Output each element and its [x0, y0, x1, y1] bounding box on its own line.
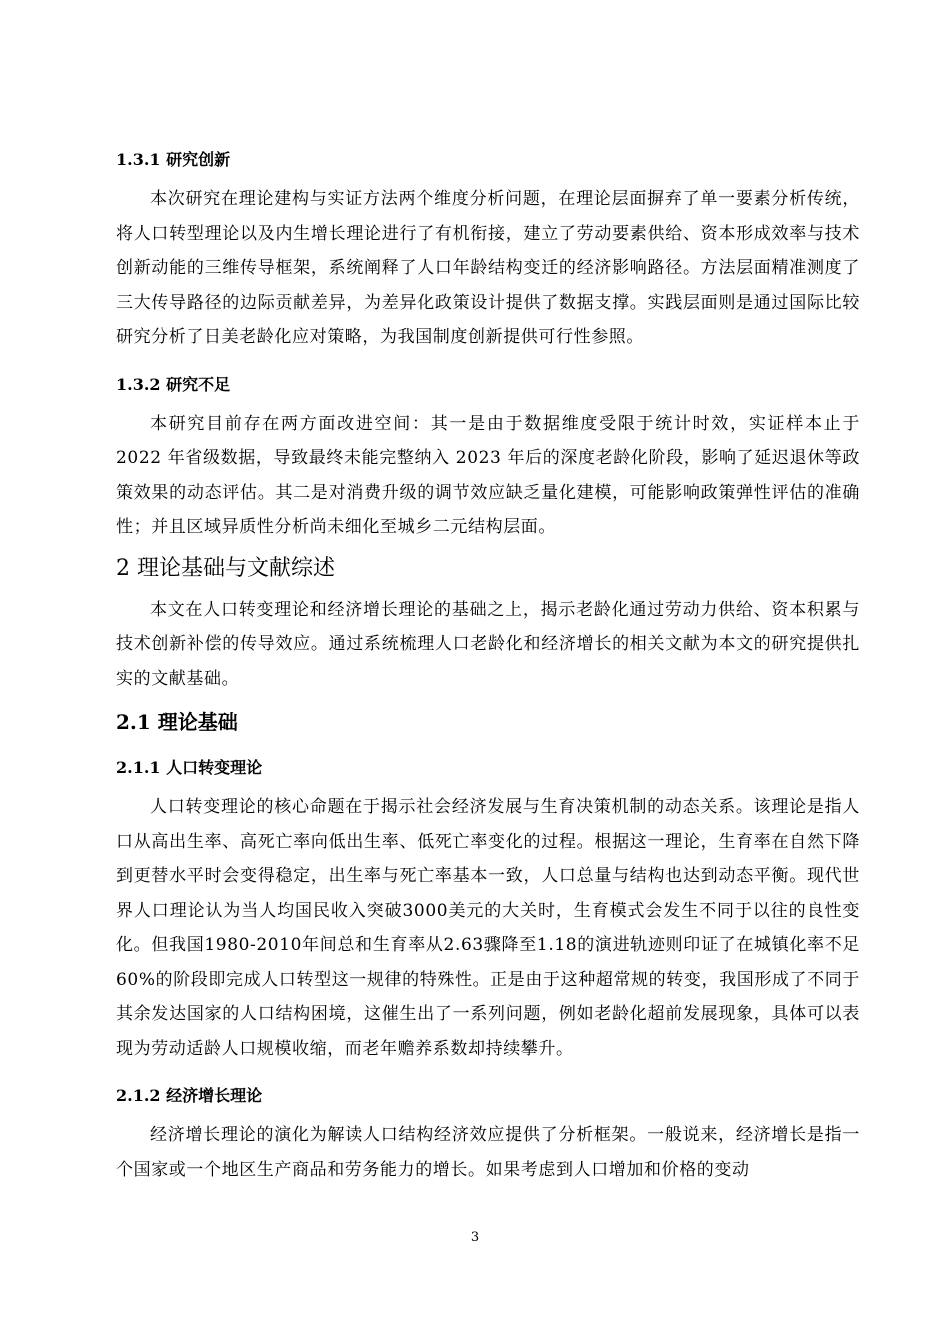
paragraph-economic-growth-theory: 经济增长理论的演化为解读人口结构经济效应提供了分析框架。一般说来，经济增长是指一个国家或一个地区生产商品和劳务能力的增长。如果考虑到人口增加和价格的变动 [116, 1125, 860, 1180]
paragraph-population-transition-theory: 人口转变理论的核心命题在于揭示社会经济发展与生育决策机制的动态关系。该理论是指人口从高出生率、高死亡率向低出生率、低死亡率变化的过程。根据这一理论，生育率在自然下降到更替水平时会变得稳定，出生率与死亡率基本一致，人口总量与结构也达到动态平衡。现代世界人口理论认为当人均国民收入突破3000美元的大关时，生育模式会发生不同于以往的良性变化。但我国1980-2010年间总和生育率从2.63骤降至1.18的演进轨迹则印证了在城镇化率不足60%的阶段即完成人口转型这一规律的特殊性。正是由于这种超常规的转变，我国形成了不同于其余发达国家的人口结构困境，这催生出了一系列问题，例如老龄化超前发展现象，具体可以表现为劳动适龄人口规模收缩，而老年赡养系数却持续攀升。 [116, 797, 860, 1059]
page-number: 3 [470, 1230, 480, 1245]
heading-1-3-2: 1.3.2 研究不足 [116, 374, 231, 394]
paragraph-research-innovation: 本次研究在理论建构与实证方法两个维度分析问题，在理论层面摒弃了单一要素分析传统，将人口转型理论以及内生增长理论进行了有机衔接，建立了劳动要素供给、资本形成效率与技术创新动能的三维传导框架，系统阐释了人口年龄结构变迁的经济影响路径。方法层面精准测度了三大传导路径的边际贡献差异，为差异化政策设计提供了数据支撑。实践层面则是通过国际比较研究分析了日美老龄化应对策略，为我国制度创新提供可行性参照。 [116, 189, 860, 347]
heading-2-1: 2.1 理论基础 [116, 710, 238, 734]
heading-2-1-2: 2.1.2 经济增长理论 [116, 1086, 263, 1105]
heading-2-1-1: 2.1.1 人口转变理论 [116, 758, 263, 777]
paragraph-research-limitations: 本研究目前存在两方面改进空间：其一是由于数据维度受限于统计时效，实证样本止于 2022 年省级数据，导致最终未能完整纳入 2023 年后的深度老龄化阶段，影响了延迟退休等政策效果的动态评估。其二是对消费升级的调节效应缺乏量化建模，可能影响政策弹性评估的准确性；并且区域异质性分析尚未细化至城乡二元结构层面。 [116, 413, 860, 537]
paragraph-chapter-2-intro: 本文在人口转变理论和经济增长理论的基础之上，揭示老龄化通过劳动力供给、资本积累与技术创新补偿的传导效应。通过系统梳理人口老龄化和经济增长的相关文献为本文的研究提供扎实的文献基础。 [116, 599, 860, 689]
page-content [116, 138, 860, 1187]
heading-chapter-2: 2 理论基础与文献综述 [116, 555, 335, 581]
heading-1-3-1: 1.3.1 研究创新 [116, 150, 231, 169]
